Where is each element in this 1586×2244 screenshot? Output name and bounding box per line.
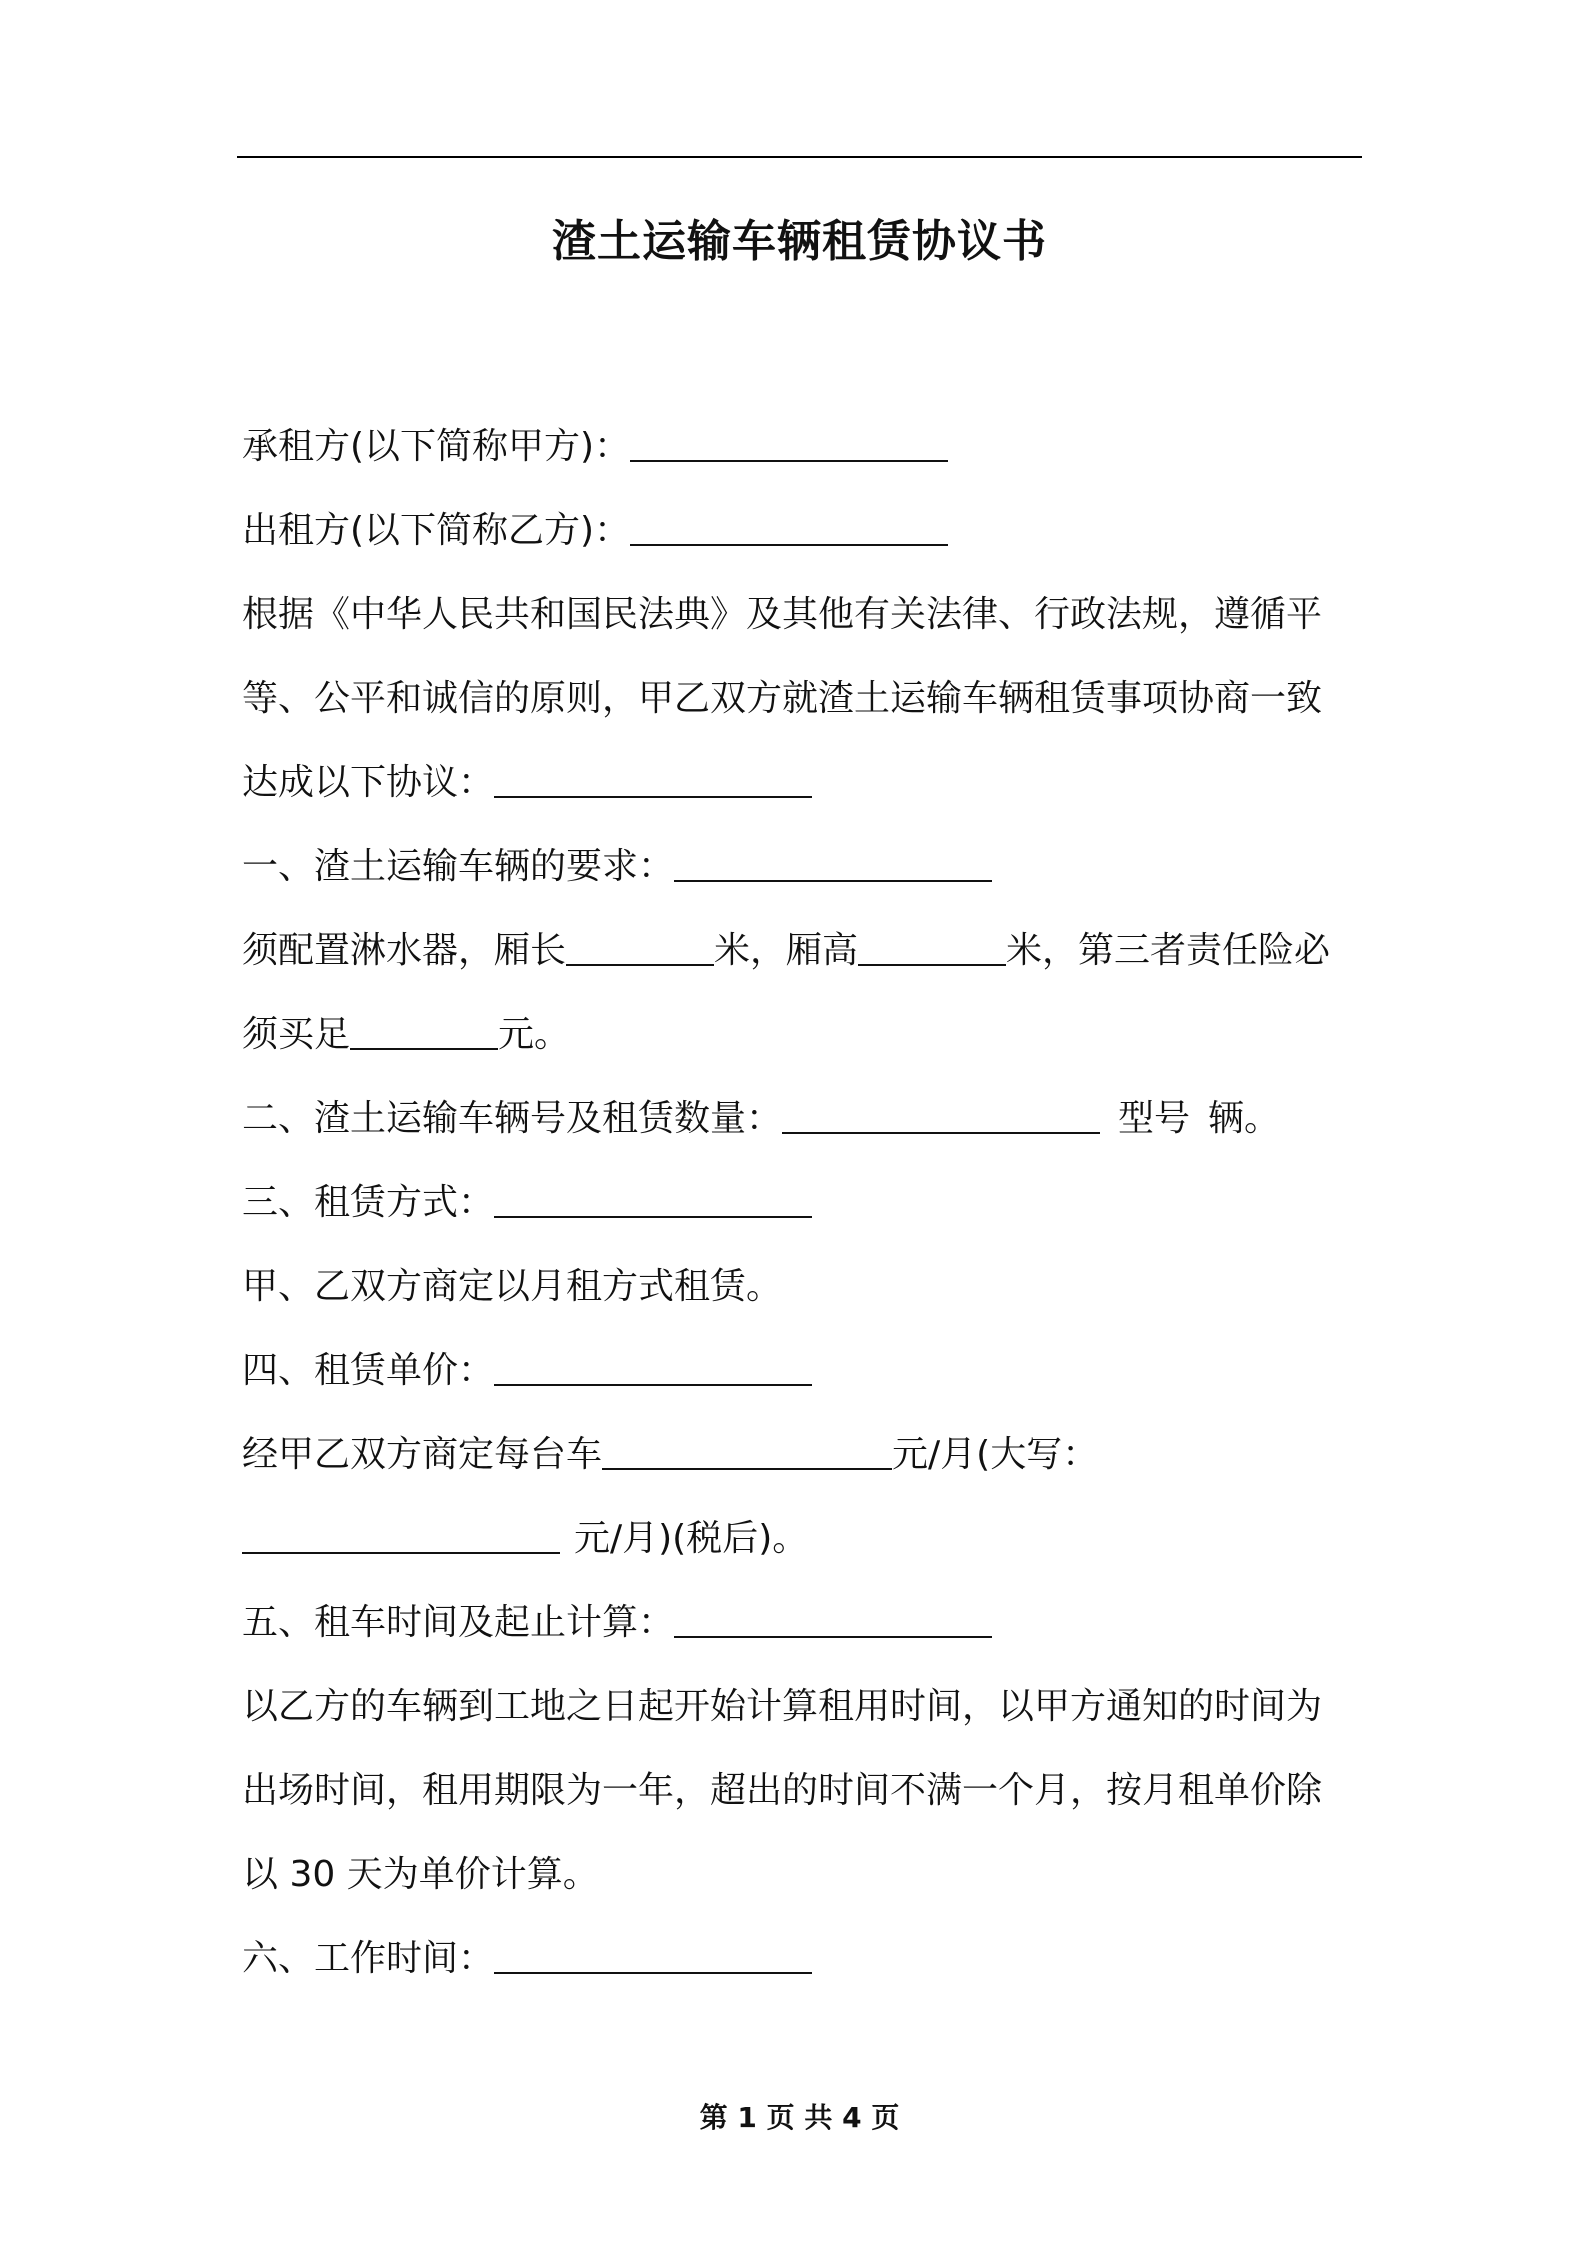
section-1-heading-text: 一、渣土运输车辆的要求： bbox=[242, 846, 675, 887]
section-1-text-b: 米，厢高 bbox=[714, 930, 859, 971]
section-5-body-line-3: 以 30 天为单价计算。 bbox=[242, 1854, 599, 1895]
box-height-blank bbox=[858, 964, 1006, 966]
section-4-body-line-1 bbox=[242, 1413, 1357, 1497]
section-2-unit: 辆。 bbox=[1208, 1098, 1281, 1139]
section-6-blank bbox=[494, 1972, 812, 1974]
lessor-blank bbox=[630, 544, 948, 546]
section-4-heading-text: 四、租赁单价： bbox=[242, 1350, 495, 1391]
section-5-blank bbox=[674, 1636, 992, 1638]
intro-line-3-text: 达成以下协议： bbox=[242, 762, 495, 803]
header-rule bbox=[237, 156, 1362, 158]
section-3-blank bbox=[494, 1216, 812, 1218]
lessor-line bbox=[242, 489, 1357, 573]
section-4-text-c: 元/月)(税后)。 bbox=[574, 1518, 809, 1559]
document-title: 渣土运输车辆租赁协议书 bbox=[552, 216, 1047, 267]
section-1-heading bbox=[242, 825, 1357, 909]
section-3-heading-text: 三、租赁方式： bbox=[242, 1182, 495, 1223]
section-1-body-line-2 bbox=[242, 993, 1357, 1077]
section-6-heading bbox=[242, 1917, 1357, 2001]
section-4-blank bbox=[494, 1384, 812, 1386]
section-4-body-line-2 bbox=[242, 1497, 1357, 1581]
lessee-label: 承租方(以下简称甲方)： bbox=[242, 426, 631, 467]
section-5-heading bbox=[242, 1581, 1357, 1665]
section-3-body: 甲、乙双方商定以月租方式租赁。 bbox=[242, 1266, 783, 1307]
lessor-label: 出租方(以下简称乙方)： bbox=[242, 510, 631, 551]
unit-price-blank bbox=[602, 1468, 892, 1470]
section-1-body-line-1 bbox=[242, 909, 1357, 993]
section-2-heading bbox=[242, 1077, 1357, 1161]
section-3-heading bbox=[242, 1161, 1357, 1245]
section-6-heading-text: 六、工作时间： bbox=[242, 1938, 495, 1979]
intro-line-3 bbox=[242, 741, 1357, 825]
page-number-footer: 第 1 页 共 4 页 bbox=[699, 2101, 900, 2134]
section-4-text-b: 元/月(大写： bbox=[892, 1434, 1099, 1475]
document-body bbox=[242, 405, 1357, 2001]
lessee-line bbox=[242, 405, 1357, 489]
intro-line-2: 等、公平和诚信的原则，甲乙双方就渣土运输车辆租赁事项协商一致 bbox=[242, 678, 1323, 719]
section-5-heading-text: 五、租车时间及起止计算： bbox=[242, 1602, 675, 1643]
section-1-text-c: 米，第三者责任险必 bbox=[1006, 930, 1331, 971]
section-4-heading bbox=[242, 1329, 1357, 1413]
section-4-text-a: 经甲乙双方商定每台车 bbox=[242, 1434, 603, 1475]
section-1-text-a: 须配置淋水器，厢长 bbox=[242, 930, 567, 971]
unit-price-uppercase-blank bbox=[242, 1552, 560, 1554]
box-length-blank bbox=[566, 964, 714, 966]
lessee-blank bbox=[630, 460, 948, 462]
section-2-blank bbox=[782, 1132, 1100, 1134]
section-2-heading-text: 二、渣土运输车辆号及租赁数量： bbox=[242, 1098, 783, 1139]
section-1-text-d: 须买足 bbox=[242, 1014, 351, 1055]
section-5-body-line-2: 出场时间，租用期限为一年，超出的时间不满一个月，按月租单价除 bbox=[242, 1770, 1323, 1811]
insurance-amount-blank bbox=[350, 1048, 498, 1050]
intro-blank bbox=[494, 796, 812, 798]
intro-line-1: 根据《中华人民共和国民法典》及其他有关法律、行政法规，遵循平 bbox=[242, 594, 1323, 635]
section-2-model: 型号 bbox=[1118, 1098, 1191, 1139]
section-1-blank bbox=[674, 880, 992, 882]
section-5-body-line-1: 以乙方的车辆到工地之日起开始计算租用时间，以甲方通知的时间为 bbox=[242, 1686, 1323, 1727]
section-1-text-e: 元。 bbox=[498, 1014, 571, 1055]
